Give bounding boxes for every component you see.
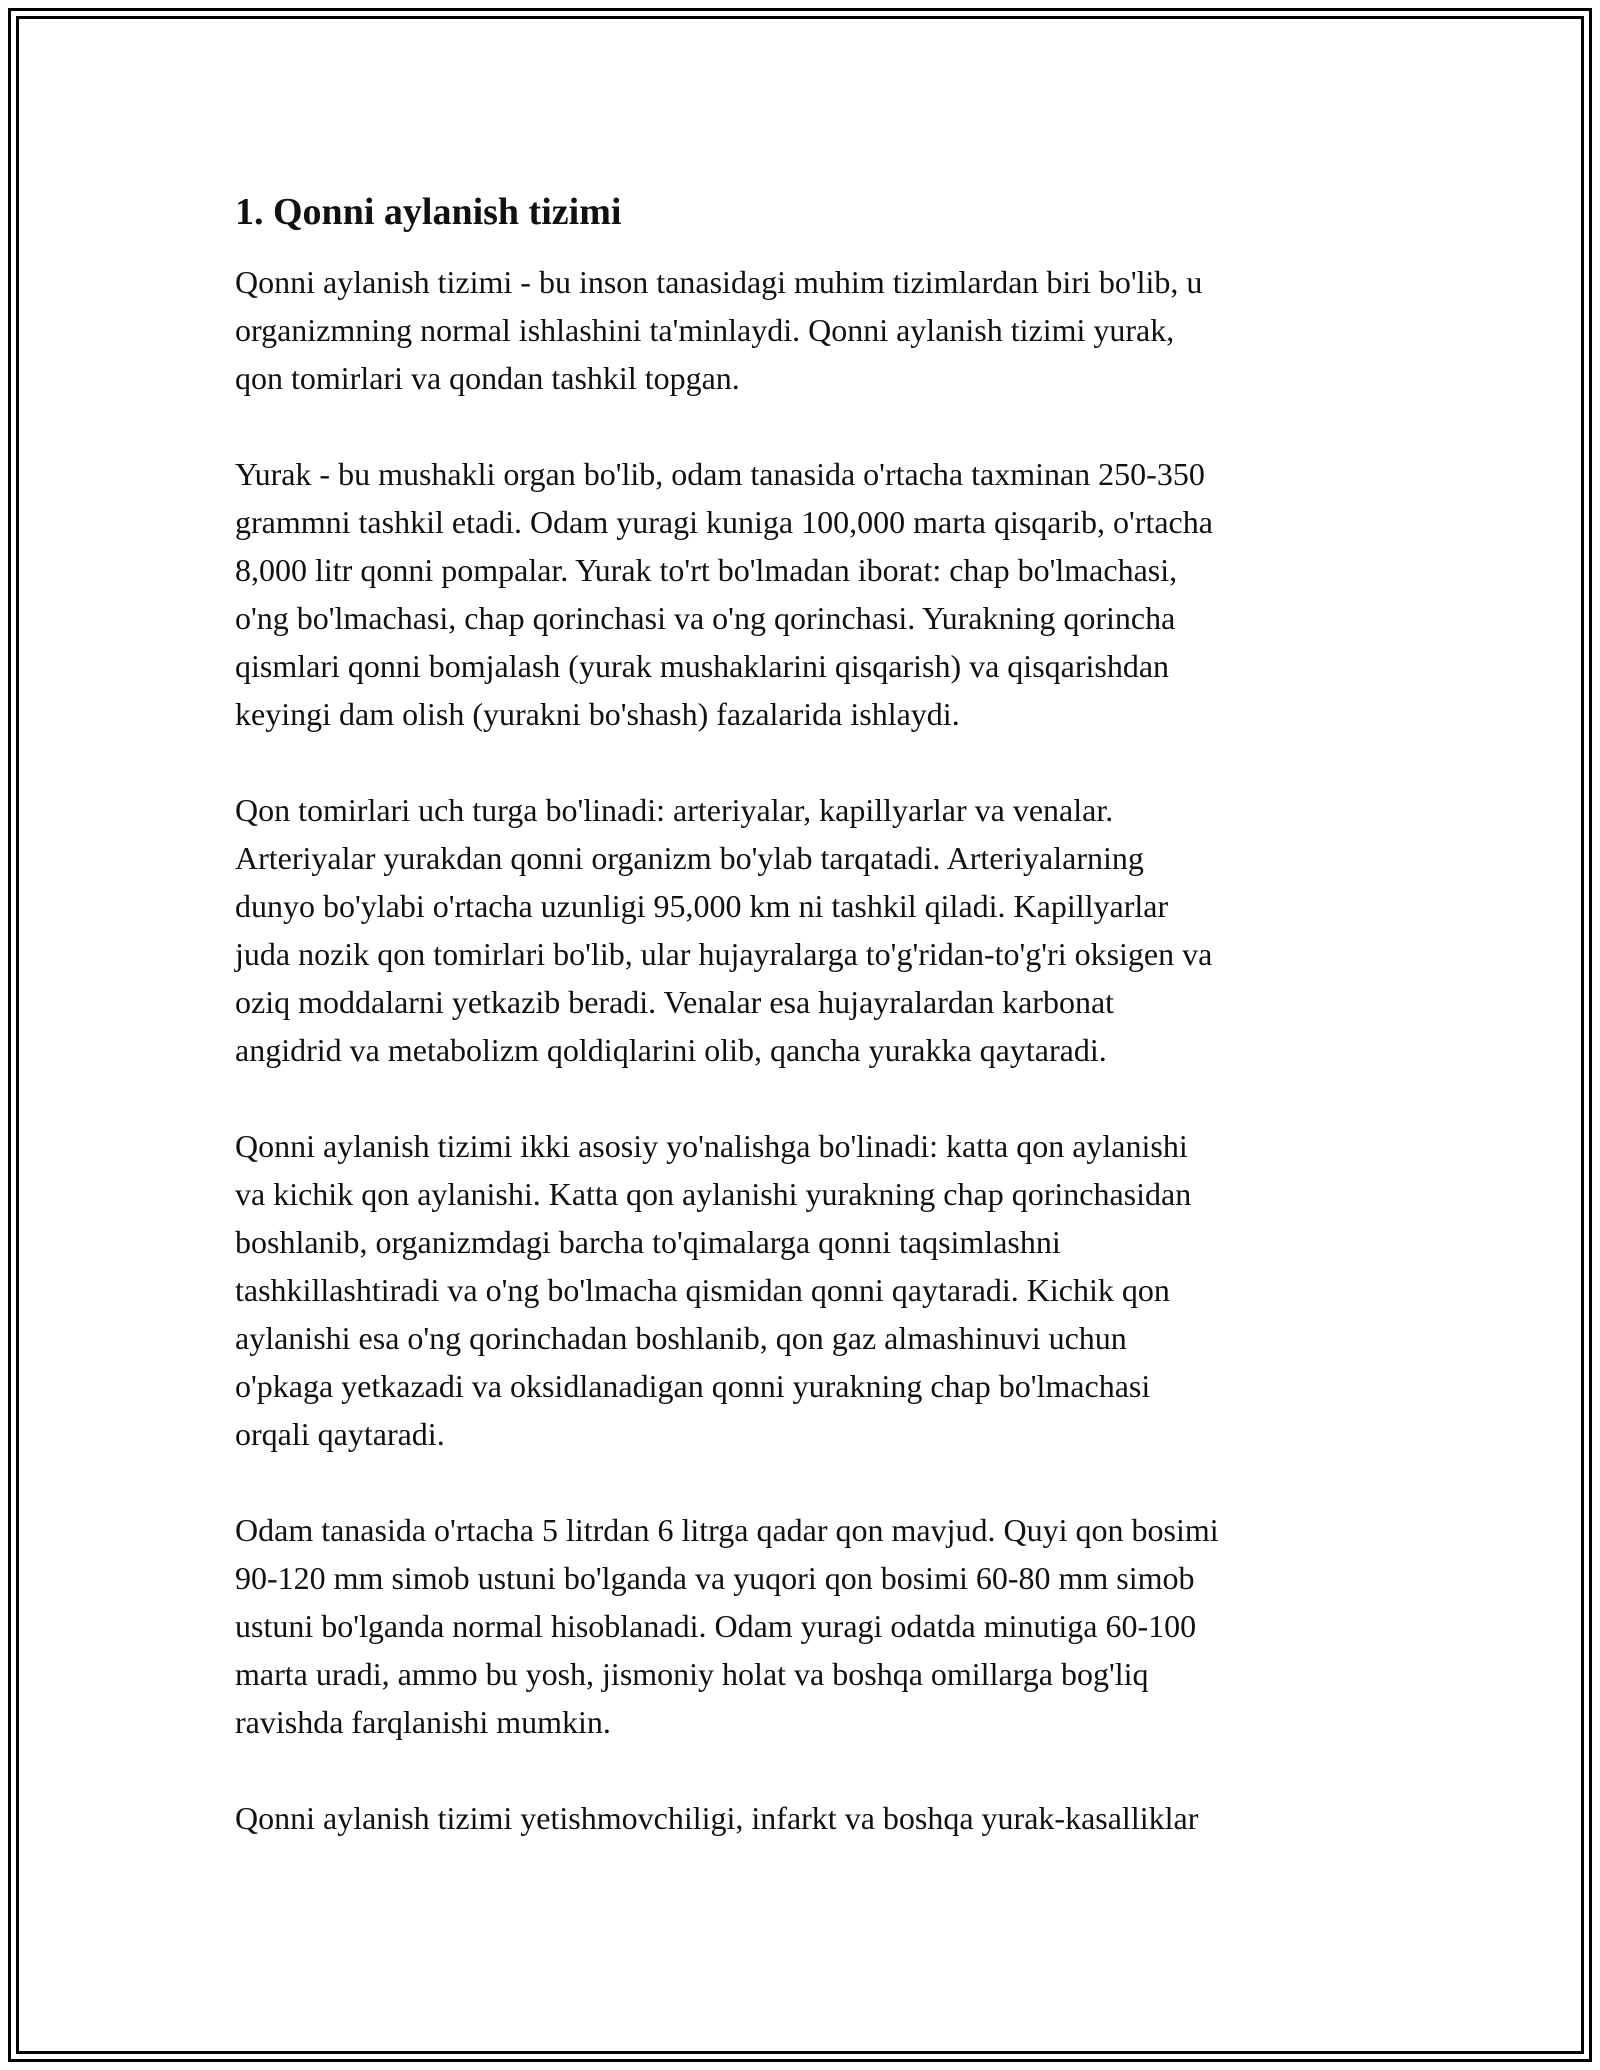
paragraph-line: 90-120 mm simob ustuni bo'lganda va yuqori qon bosimi 60-80 mm simob	[235, 1560, 1195, 1596]
paragraph-line: ustuni bo'lganda normal hisoblanadi. Odam yuragi odatda minutiga 60-100	[235, 1608, 1197, 1644]
paragraph-line: Arteriyalar yurakdan qonni organizm bo'ylab tarqatadi. Arteriyalarning	[235, 840, 1144, 876]
paragraph-line: Qonni aylanish tizimi yetishmovchiligi, infarkt va boshqa yurak-kasalliklar	[235, 1800, 1199, 1836]
paragraph-line: oziq moddalarni yetkazib beradi. Venalar esa hujayralardan karbonat	[235, 984, 1115, 1020]
paragraph	[235, 786, 1375, 1074]
paragraph-line: qismlari qonni bomjalash (yurak mushaklarini qisqarish) va qisqarishdan	[235, 648, 1170, 684]
paragraph	[235, 258, 1375, 402]
paragraph-line: grammni tashkil etadi. Odam yuragi kuniga 100,000 marta qisqarib, o'rtacha	[235, 504, 1213, 540]
paragraph-line: Odam tanasida o'rtacha 5 litrdan 6 litrga qadar qon mavjud. Quyi qon bosimi	[235, 1512, 1219, 1548]
paragraph-line: ravishda farqlanishi mumkin.	[235, 1704, 611, 1740]
paragraph-line: Qonni aylanish tizimi - bu inson tanasidagi muhim tizimlardan biri bo'lib, u	[235, 264, 1203, 300]
paragraph-line: organizmning normal ishlashini ta'minlaydi. Qonni aylanish tizimi yurak,	[235, 312, 1175, 348]
paragraph-line: angidrid va metabolizm qoldiqlarini olib, qancha yurakka qaytaradi.	[235, 1032, 1107, 1068]
paragraph-line: tashkillashtiradi va o'ng bo'lmacha qismidan qonni qaytaradi. Kichik qon	[235, 1272, 1170, 1308]
paragraph	[235, 1506, 1375, 1746]
paragraph-line: dunyo bo'ylabi o'rtacha uzunligi 95,000 km ni tashkil qiladi. Kapillyarlar	[235, 888, 1169, 924]
paragraph-line: boshlanib, organizmdagi barcha to'qimalarga qonni taqsimlashni	[235, 1224, 1061, 1260]
document-body	[235, 188, 1375, 1890]
paragraph-line: Qonni aylanish tizimi ikki asosiy yo'nalishga bo'linadi: katta qon aylanishi	[235, 1128, 1188, 1164]
paragraph-list	[235, 258, 1375, 1842]
paragraph-line: va kichik qon aylanishi. Katta qon aylanishi yurakning chap qorinchasidan	[235, 1176, 1192, 1212]
paragraph-line: juda nozik qon tomirlari bo'lib, ular hujayralarga to'g'ridan-to'g'ri oksigen va	[235, 936, 1213, 972]
section-heading: 1. Qonni aylanish tizimi	[235, 191, 622, 233]
paragraph-line: 8,000 litr qonni pompalar. Yurak to'rt bo'lmadan iborat: chap bo'lmachasi,	[235, 552, 1178, 588]
paragraph	[235, 1794, 1375, 1842]
paragraph-line: o'ng bo'lmachasi, chap qorinchasi va o'ng qorinchasi. Yurakning qorincha	[235, 600, 1176, 636]
paragraph-line: qon tomirlari va qondan tashkil topgan.	[235, 360, 740, 396]
paragraph-line: o'pkaga yetkazadi va oksidlanadigan qonni yurakning chap bo'lmachasi	[235, 1368, 1151, 1404]
paragraph	[235, 1122, 1375, 1458]
paragraph-line: orqali qaytaradi.	[235, 1416, 445, 1452]
paragraph-line: marta uradi, ammo bu yosh, jismoniy holat va boshqa omillarga bog'liq	[235, 1656, 1149, 1692]
paragraph-line: keyingi dam olish (yurakni bo'shash) fazalarida ishlaydi.	[235, 696, 960, 732]
paragraph-line: Yurak - bu mushakli organ bo'lib, odam tanasida o'rtacha taxminan 250-350	[235, 456, 1205, 492]
paragraph-line: Qon tomirlari uch turga bo'linadi: arteriyalar, kapillyarlar va venalar.	[235, 792, 1114, 828]
paragraph-line: aylanishi esa o'ng qorinchadan boshlanib, qon gaz almashinuvi uchun	[235, 1320, 1127, 1356]
paragraph	[235, 450, 1375, 738]
